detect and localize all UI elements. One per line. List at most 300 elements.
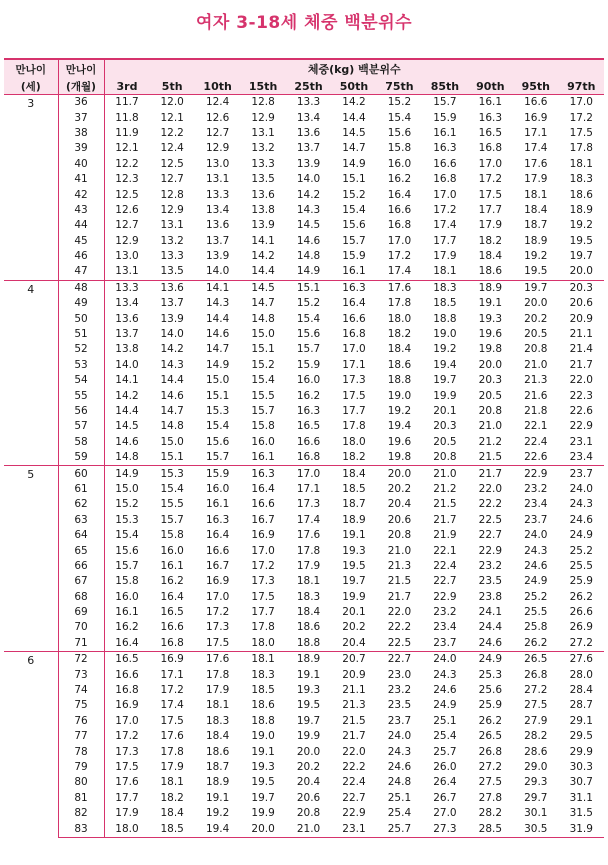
- weight-value-cell: 14.3: [296, 203, 321, 216]
- weight-value-cell: 23.4: [569, 451, 593, 464]
- weight-value-cell: 21.2: [433, 482, 457, 495]
- weight-value-cell: 29.3: [524, 776, 548, 789]
- age-months-cell: 42: [58, 187, 104, 202]
- weight-value-cell: 24.9: [433, 699, 457, 712]
- weight-value-cell: 16.6: [387, 203, 412, 216]
- weight-value-cell: 17.1: [342, 358, 366, 371]
- weight-value-cell: 15.3: [205, 405, 230, 417]
- weight-value-cell: 17.6: [115, 776, 139, 789]
- weight-value-cell: 15.7: [251, 405, 275, 417]
- weight-value-cell: 15.7: [160, 513, 184, 526]
- table-row: [4, 419, 604, 434]
- weight-value-cell: 27.8: [478, 791, 503, 804]
- weight-value-cell: 25.7: [377, 821, 422, 837]
- weight-value-cell: 20.0: [569, 265, 593, 278]
- weight-value-cell: 23.1: [569, 435, 593, 448]
- weight-value-cell: 15.1: [342, 173, 366, 186]
- weight-value-cell: 25.9: [569, 575, 593, 588]
- weight-value-cell: 26.2: [524, 636, 548, 649]
- weight-value-cell: 26.8: [478, 745, 503, 758]
- weight-value-cell: 18.3: [251, 668, 275, 681]
- weight-value-cell: 14.7: [160, 405, 184, 417]
- weight-value-cell: 14.2: [296, 188, 321, 201]
- weight-value-cell: 16.2: [160, 575, 184, 588]
- weight-value-cell: 25.3: [478, 668, 503, 681]
- age-months-cell: 57: [58, 419, 104, 434]
- age-years-cell: 6: [4, 652, 58, 838]
- age-months-cell: 63: [58, 513, 104, 528]
- weight-value-cell: 20.2: [342, 621, 366, 634]
- weight-value-cell: 14.5: [296, 219, 321, 232]
- weight-value-cell: 19.2: [387, 405, 412, 417]
- weight-value-cell: 20.8: [296, 807, 321, 820]
- weight-value-cell: 18.0: [387, 312, 412, 325]
- weight-value-cell: 16.1: [205, 498, 230, 511]
- table-row: [4, 435, 604, 450]
- weight-value-cell: 13.9: [296, 157, 321, 170]
- table-row: [4, 141, 604, 156]
- weight-value-cell: 15.2: [377, 95, 422, 111]
- weight-value-cell: 16.8: [478, 142, 503, 155]
- weight-value-cell: 20.7: [331, 652, 376, 668]
- weight-value-cell: 25.4: [433, 730, 457, 743]
- table-row: [4, 450, 604, 466]
- weight-value-cell: 15.8: [160, 529, 184, 542]
- weight-value-cell: 15.8: [115, 575, 139, 588]
- age-months-cell: 66: [58, 559, 104, 574]
- weight-value-cell: 23.5: [387, 699, 412, 712]
- weight-value-cell: 14.2: [115, 389, 139, 402]
- table-row: [4, 126, 604, 141]
- weight-value-cell: 18.6: [478, 265, 503, 278]
- age-months-cell: 47: [58, 264, 104, 280]
- weight-value-cell: 25.5: [524, 606, 548, 619]
- weight-value-cell: 13.8: [251, 203, 275, 216]
- weight-value-cell: 20.0: [296, 745, 321, 758]
- weight-value-cell: 11.9: [115, 126, 139, 139]
- weight-value-cell: 31.5: [569, 807, 593, 820]
- table-row: [4, 806, 604, 821]
- weight-value-cell: 14.7: [251, 297, 275, 310]
- weight-value-cell: 15.9: [296, 358, 321, 371]
- weight-value-cell: 22.1: [433, 544, 457, 557]
- weight-value-cell: 16.5: [104, 652, 149, 668]
- weight-value-cell: 22.5: [478, 513, 503, 526]
- weight-value-cell: 15.7: [342, 234, 366, 247]
- weight-value-cell: 17.0: [251, 544, 275, 557]
- weight-value-cell: 22.9: [569, 420, 593, 433]
- weight-value-cell: 19.5: [251, 776, 275, 789]
- weight-value-cell: 22.7: [377, 652, 422, 668]
- weight-value-cell: 14.3: [160, 358, 184, 371]
- age-months-cell: 38: [58, 126, 104, 141]
- weight-value-cell: 23.2: [387, 684, 412, 697]
- weight-value-cell: 15.8: [251, 420, 275, 433]
- weight-value-cell: 22.0: [478, 482, 503, 495]
- age-months-cell: 58: [58, 435, 104, 450]
- weight-value-cell: 14.8: [115, 451, 139, 464]
- weight-value-cell: 17.0: [286, 466, 331, 482]
- age-months-cell: 44: [58, 218, 104, 233]
- table-row: [4, 652, 604, 668]
- weight-value-cell: 20.2: [387, 482, 412, 495]
- weight-value-cell: 16.0: [115, 590, 139, 603]
- weight-value-cell: 22.9: [433, 590, 457, 603]
- weight-value-cell: 21.3: [387, 559, 412, 572]
- weight-value-cell: 29.5: [569, 730, 593, 743]
- weight-value-cell: 30.1: [524, 807, 548, 820]
- weight-value-cell: 14.6: [160, 389, 184, 402]
- table-row: [4, 620, 604, 635]
- weight-value-cell: 14.4: [160, 374, 184, 387]
- weight-value-cell: 12.2: [115, 157, 139, 170]
- weight-value-cell: 20.8: [524, 343, 548, 356]
- age-years-unit: (세): [4, 78, 58, 95]
- weight-value-cell: 15.5: [251, 389, 275, 402]
- weight-value-cell: 17.5: [115, 760, 139, 773]
- weight-value-cell: 17.2: [569, 111, 593, 124]
- weight-value-cell: 23.2: [524, 482, 548, 495]
- weight-value-cell: 18.1: [569, 157, 593, 170]
- weight-value-cell: 17.1: [524, 126, 548, 139]
- weight-value-cell: 11.7: [104, 95, 149, 111]
- weight-value-cell: 24.1: [478, 606, 503, 619]
- weight-value-cell: 19.9: [433, 389, 457, 402]
- weight-value-cell: 13.6: [149, 280, 194, 296]
- weight-value-cell: 21.7: [342, 730, 366, 743]
- weight-value-cell: 13.1: [251, 126, 275, 139]
- page-title: 여자 3-18세 체중 백분위수: [195, 13, 413, 33]
- weight-value-cell: 23.2: [478, 559, 503, 572]
- weight-value-cell: 20.8: [478, 405, 503, 417]
- weight-value-cell: 18.9: [342, 513, 366, 526]
- weight-value-cell: 14.8: [251, 312, 275, 325]
- table-row: [4, 590, 604, 605]
- age-months-cell: 71: [58, 636, 104, 652]
- weight-value-cell: 13.0: [205, 157, 230, 170]
- weight-value-cell: 18.1: [240, 652, 285, 668]
- weight-value-cell: 18.1: [296, 575, 321, 588]
- percentile-header: 10th: [195, 78, 240, 95]
- weight-value-cell: 18.8: [251, 714, 275, 727]
- weight-value-cell: 20.9: [342, 668, 366, 681]
- weight-value-cell: 16.8: [433, 173, 457, 186]
- table-row: [4, 482, 604, 497]
- weight-value-cell: 30.3: [569, 760, 593, 773]
- weight-value-cell: 17.9: [160, 760, 184, 773]
- weight-value-cell: 16.0: [296, 374, 321, 387]
- table-row: [4, 528, 604, 543]
- weight-value-cell: 20.4: [387, 498, 412, 511]
- weight-value-cell: 27.2: [569, 636, 593, 649]
- weight-value-cell: 18.2: [478, 234, 503, 247]
- weight-value-cell: 16.8: [296, 451, 321, 464]
- weight-value-cell: 16.2: [296, 389, 321, 402]
- weight-value-cell: 12.6: [115, 203, 139, 216]
- table-row: [4, 187, 604, 202]
- weight-value-cell: 14.8: [160, 420, 184, 433]
- weight-value-cell: 19.7: [513, 280, 558, 296]
- weight-value-cell: 15.4: [160, 482, 184, 495]
- table-row: [4, 744, 604, 759]
- weight-value-cell: 20.0: [478, 358, 503, 371]
- weight-value-cell: 14.1: [195, 280, 240, 296]
- weight-value-cell: 21.7: [433, 513, 457, 526]
- weight-value-cell: 18.4: [331, 466, 376, 482]
- weight-value-cell: 24.6: [433, 684, 457, 697]
- age-months-cell: 83: [58, 821, 104, 837]
- weight-value-cell: 12.9: [160, 203, 184, 216]
- weight-value-cell: 18.1: [433, 265, 457, 278]
- weight-value-cell: 28.2: [524, 730, 548, 743]
- weight-value-cell: 13.9: [205, 250, 230, 263]
- weight-value-cell: 18.7: [205, 760, 230, 773]
- weight-value-cell: 17.2: [478, 173, 503, 186]
- weight-value-cell: 15.6: [387, 126, 412, 139]
- weight-value-cell: 18.8: [387, 374, 412, 387]
- weight-value-cell: 24.0: [422, 652, 467, 668]
- weight-value-cell: 17.6: [524, 157, 548, 170]
- weight-value-cell: 13.6: [251, 188, 275, 201]
- weight-value-cell: 19.8: [387, 451, 412, 464]
- weight-value-cell: 16.3: [331, 280, 376, 296]
- weight-value-cell: 28.4: [569, 684, 593, 697]
- weight-value-cell: 13.9: [160, 312, 184, 325]
- weight-value-cell: 14.5: [342, 126, 366, 139]
- weight-value-cell: 27.9: [524, 714, 548, 727]
- weight-value-cell: 20.6: [387, 513, 412, 526]
- age-months-cell: 69: [58, 605, 104, 620]
- weight-value-cell: 23.4: [524, 498, 548, 511]
- weight-value-cell: 19.0: [387, 389, 412, 402]
- weight-value-cell: 19.1: [478, 297, 503, 310]
- weight-value-cell: 13.5: [160, 265, 184, 278]
- weight-value-cell: 24.8: [387, 776, 412, 789]
- weight-value-cell: 19.3: [478, 312, 503, 325]
- weight-value-cell: 21.5: [387, 575, 412, 588]
- weight-value-cell: 13.0: [115, 250, 139, 263]
- weight-value-cell: 20.8: [433, 451, 457, 464]
- weight-value-cell: 28.5: [468, 821, 513, 837]
- weight-value-cell: 22.5: [387, 636, 412, 649]
- weight-value-cell: 25.1: [433, 714, 457, 727]
- weight-value-cell: 16.1: [115, 606, 139, 619]
- weight-value-cell: 17.6: [296, 529, 321, 542]
- weight-value-cell: 21.3: [342, 699, 366, 712]
- weight-value-cell: 25.8: [524, 621, 548, 634]
- weight-value-cell: 17.9: [524, 173, 548, 186]
- weight-value-cell: 15.6: [115, 544, 139, 557]
- table-row: [4, 296, 604, 311]
- weight-value-cell: 24.6: [524, 559, 548, 572]
- weight-value-cell: 17.0: [478, 157, 503, 170]
- weight-value-cell: 24.6: [387, 760, 412, 773]
- weight-value-cell: 23.7: [559, 466, 604, 482]
- weight-value-cell: 31.9: [559, 821, 604, 837]
- weight-value-cell: 20.0: [524, 297, 548, 310]
- weight-value-cell: 15.0: [160, 435, 184, 448]
- table-row: [4, 249, 604, 264]
- weight-value-cell: 21.0: [422, 466, 467, 482]
- table-row: [4, 388, 604, 403]
- age-months-cell: 77: [58, 729, 104, 744]
- table-row: [4, 95, 604, 111]
- weight-value-cell: 11.8: [115, 111, 139, 124]
- weight-value-cell: 17.8: [342, 420, 366, 433]
- weight-value-cell: 16.4: [342, 297, 366, 310]
- weight-value-cell: 19.5: [569, 234, 593, 247]
- age-months-cell: 76: [58, 714, 104, 729]
- weight-value-cell: 15.5: [160, 498, 184, 511]
- weight-value-cell: 13.6: [296, 126, 321, 139]
- weight-value-cell: 17.2: [387, 250, 412, 263]
- weight-value-cell: 15.2: [342, 188, 366, 201]
- weight-value-cell: 19.5: [342, 559, 366, 572]
- weight-value-cell: 25.2: [524, 590, 548, 603]
- weight-value-cell: 16.4: [387, 188, 412, 201]
- weight-value-cell: 16.8: [115, 684, 139, 697]
- table-row: [4, 203, 604, 218]
- weight-value-cell: 16.6: [160, 621, 184, 634]
- weight-value-cell: 23.0: [387, 668, 412, 681]
- weight-value-cell: 12.4: [195, 95, 240, 111]
- weight-value-cell: 25.1: [387, 791, 412, 804]
- weight-value-cell: 14.1: [251, 234, 275, 247]
- weight-value-cell: 14.4: [205, 312, 230, 325]
- weight-value-cell: 25.7: [433, 745, 457, 758]
- percentile-header: 5th: [149, 78, 194, 95]
- weight-value-cell: 27.0: [433, 807, 457, 820]
- weight-value-cell: 17.5: [569, 126, 593, 139]
- weight-value-cell: 28.7: [569, 699, 593, 712]
- weight-value-cell: 17.3: [115, 745, 139, 758]
- weight-value-cell: 17.4: [160, 699, 184, 712]
- weight-value-cell: 16.9: [251, 529, 275, 542]
- weight-value-cell: 17.4: [387, 265, 412, 278]
- weight-value-cell: 18.3: [205, 714, 230, 727]
- weight-value-cell: 16.6: [433, 157, 457, 170]
- table-row: [4, 775, 604, 790]
- weight-value-cell: 21.3: [524, 374, 548, 387]
- weight-value-cell: 21.6: [524, 389, 548, 402]
- weight-value-cell: 16.9: [149, 652, 194, 668]
- weight-value-cell: 19.6: [478, 328, 503, 341]
- weight-value-cell: 14.0: [296, 173, 321, 186]
- weight-value-cell: 13.4: [115, 297, 139, 310]
- weight-value-cell: 24.3: [569, 498, 593, 511]
- weight-value-cell: 18.5: [251, 684, 275, 697]
- weight-value-cell: 15.2: [115, 498, 139, 511]
- weight-value-cell: 16.5: [160, 606, 184, 619]
- weight-value-cell: 24.0: [387, 730, 412, 743]
- weight-value-cell: 17.8: [251, 621, 275, 634]
- weight-value-cell: 22.0: [387, 606, 412, 619]
- weight-value-cell: 12.5: [160, 157, 184, 170]
- weight-value-cell: 21.1: [342, 684, 366, 697]
- weight-value-cell: 22.7: [478, 529, 503, 542]
- weight-value-cell: 16.6: [205, 544, 230, 557]
- weight-value-cell: 15.8: [387, 142, 412, 155]
- age-months-cell: 72: [58, 652, 104, 668]
- weight-value-cell: 15.4: [115, 529, 139, 542]
- weight-value-cell: 18.6: [205, 745, 230, 758]
- weight-value-cell: 14.1: [115, 374, 139, 387]
- weight-value-cell: 18.4: [296, 606, 321, 619]
- weight-value-cell: 15.3: [149, 466, 194, 482]
- weight-value-cell: 17.2: [433, 203, 457, 216]
- table-row: [4, 683, 604, 698]
- age-months-cell: 61: [58, 482, 104, 497]
- weight-value-cell: 24.3: [433, 668, 457, 681]
- weight-value-cell: 15.9: [433, 111, 457, 124]
- age-months-cell: 73: [58, 667, 104, 682]
- weight-value-cell: 12.9: [251, 111, 275, 124]
- weight-value-cell: 16.8: [387, 219, 412, 232]
- age-months-cell: 67: [58, 574, 104, 589]
- weight-value-cell: 18.4: [478, 250, 503, 263]
- age-months-cell: 79: [58, 760, 104, 775]
- weight-value-cell: 15.7: [115, 559, 139, 572]
- weight-value-cell: 15.7: [422, 95, 467, 111]
- percentile-header: 95th: [513, 78, 558, 95]
- weight-value-cell: 17.9: [296, 559, 321, 572]
- age-months-cell: 50: [58, 311, 104, 326]
- table-row: [4, 172, 604, 187]
- weight-value-cell: 12.8: [240, 95, 285, 111]
- weight-value-cell: 15.4: [296, 312, 321, 325]
- weight-value-cell: 18.3: [422, 280, 467, 296]
- weight-value-cell: 17.0: [115, 714, 139, 727]
- weight-value-cell: 13.1: [160, 219, 184, 232]
- weight-value-cell: 21.2: [478, 435, 503, 448]
- weight-value-cell: 16.6: [513, 95, 558, 111]
- weight-value-cell: 14.9: [296, 265, 321, 278]
- weight-value-cell: 19.7: [433, 374, 457, 387]
- weight-value-cell: 19.2: [524, 250, 548, 263]
- weight-value-cell: 29.0: [524, 760, 548, 773]
- weight-value-cell: 13.7: [296, 142, 321, 155]
- weight-value-cell: 22.9: [478, 544, 503, 557]
- weight-value-cell: 17.0: [342, 343, 366, 356]
- weight-value-cell: 31.1: [569, 791, 593, 804]
- weight-value-cell: 18.4: [160, 807, 184, 820]
- weight-value-cell: 14.6: [205, 328, 230, 341]
- table-row: [4, 327, 604, 342]
- weight-value-cell: 14.9: [104, 466, 149, 482]
- age-months-cell: 52: [58, 342, 104, 357]
- weight-value-cell: 15.2: [251, 358, 275, 371]
- weight-value-cell: 17.7: [115, 791, 139, 804]
- weight-value-cell: 21.0: [387, 544, 412, 557]
- weight-value-cell: 14.8: [296, 250, 321, 263]
- weight-value-cell: 12.9: [205, 142, 230, 155]
- weight-value-cell: 12.0: [149, 95, 194, 111]
- weight-value-cell: 12.3: [115, 173, 139, 186]
- weight-value-cell: 19.0: [433, 328, 457, 341]
- weight-value-cell: 18.7: [524, 219, 548, 232]
- weight-value-cell: 20.8: [387, 529, 412, 542]
- weight-value-cell: 17.3: [205, 621, 230, 634]
- weight-value-cell: 17.2: [205, 606, 230, 619]
- weight-value-cell: 28.0: [569, 668, 593, 681]
- weight-value-cell: 12.2: [160, 126, 184, 139]
- weight-value-cell: 19.7: [342, 575, 366, 588]
- weight-value-cell: 17.0: [559, 95, 604, 111]
- weight-value-cell: 16.1: [342, 265, 366, 278]
- weight-value-cell: 25.5: [569, 559, 593, 572]
- weight-value-cell: 17.5: [160, 714, 184, 727]
- weight-value-cell: 16.3: [205, 513, 230, 526]
